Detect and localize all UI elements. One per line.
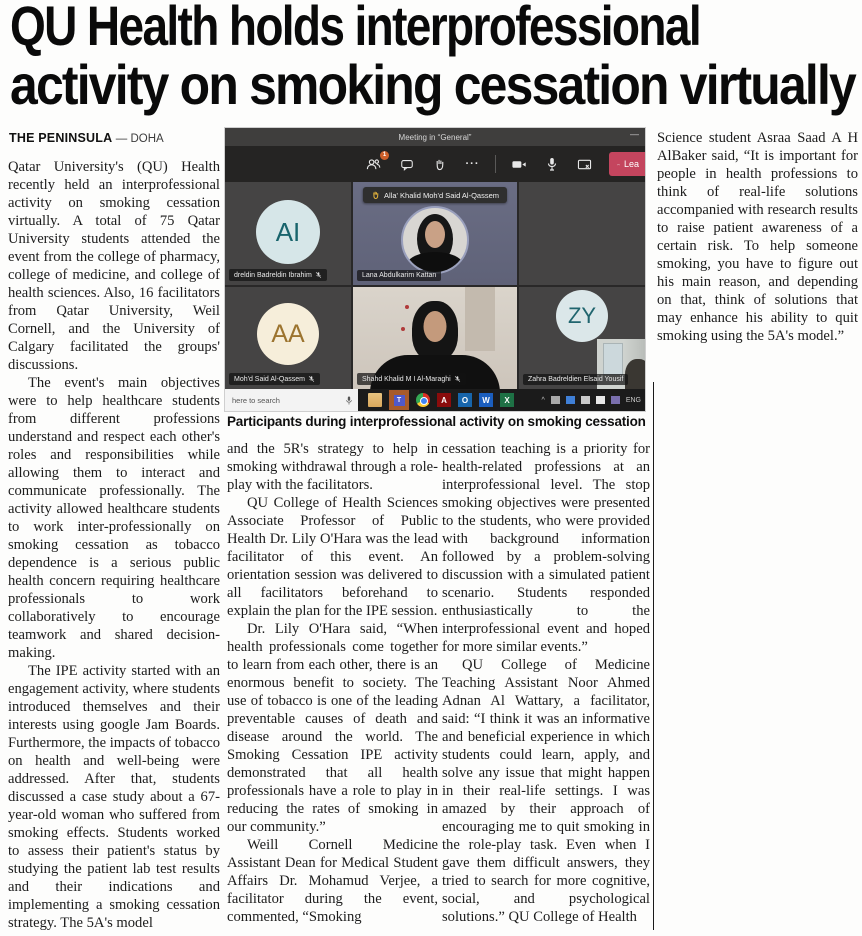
- paragraph: Qatar University's (QU) Health recently held an interprofessional activity on smoking cessation virtually. A total of 75 Qatar University students attended the event from the college of pharmacy, college of medicine, and college of health sciences. Also, 16 facilitators from Qatar University, Weil Cornell, and the University of Calgary facilitated the groups' discussions.: [8, 159, 220, 373]
- language-indicator[interactable]: ENG: [625, 396, 641, 404]
- printer-icon[interactable]: [551, 396, 560, 404]
- file-explorer-icon[interactable]: [368, 393, 382, 407]
- byline: [9, 131, 164, 145]
- headline-line-1: QU Health holds interprofessional: [10, 0, 700, 57]
- outlook-icon[interactable]: O: [458, 393, 472, 407]
- more-options-button[interactable]: [460, 152, 485, 177]
- article-column-third: [442, 440, 650, 936]
- acrobat-icon[interactable]: A: [437, 393, 451, 407]
- column-divider-rule: [653, 382, 654, 930]
- excel-icon[interactable]: X: [500, 393, 514, 407]
- face-shape: [425, 221, 445, 248]
- avatar-initials: AI: [256, 200, 320, 264]
- paragraph: QU College of Health Sciences Associate Professor of Public Health Dr. Lily O'Hara was the lead facilitator of this event. An orientation session was delivered to all facilitators beforehand to explain the plan for the IPE session.: [227, 495, 438, 619]
- windows-taskbar: [225, 389, 645, 411]
- paragraph: The IPE activity started with an engagement activity, where students introduced themselves and their interests using google Jam Boards. Furthermore, the impacts of tobacco on health and well-being were addressed. After that, students discussed a case study about a 67-year-old woman who suffered from smoking effects. Students worked to assess their patient's status by studying the patient lab test results and their indications and implementing a smoking cessation strategy. The 5A's model: [8, 663, 220, 931]
- teams-titlebar: [225, 128, 645, 146]
- teams-app-icon[interactable]: [389, 390, 409, 410]
- paragraph: and the 5R's strategy to help in smoking withdrawal through a role-play with the facilitators.: [227, 441, 438, 493]
- meeting-title: Meeting in “General”: [398, 132, 472, 142]
- raise-hand-icon: [433, 158, 446, 171]
- avatar-initials: AA: [257, 303, 319, 365]
- muted-mic-icon: [308, 375, 315, 383]
- participant-name-label: [229, 373, 320, 385]
- camera-button[interactable]: [506, 152, 531, 177]
- participant-tile-ibrahim: [225, 182, 351, 285]
- muted-mic-icon: [454, 375, 461, 383]
- participant-name-label: [357, 270, 441, 281]
- chrome-icon[interactable]: [416, 393, 430, 407]
- participant-name: Lana Abdulkarim Kattan: [362, 272, 437, 279]
- participants-icon: [366, 157, 381, 171]
- participant-tile-zahra: [519, 287, 645, 389]
- participant-name-label: [523, 374, 628, 385]
- ellipsis-icon: ···: [465, 158, 480, 170]
- toolbar-divider: [495, 155, 496, 173]
- article-column-right: [657, 129, 858, 385]
- participant-name: Zahra Badreldien Elsaid Yousif: [528, 376, 624, 383]
- teams-meeting-screenshot: [225, 128, 645, 411]
- onedrive-icon[interactable]: [596, 396, 605, 404]
- mic-icon: [546, 157, 558, 171]
- muted-mic-icon: [315, 271, 322, 279]
- wall-decoration: [401, 327, 405, 331]
- antivirus-icon[interactable]: [611, 396, 620, 404]
- hang-up-icon: [617, 161, 620, 168]
- window-shape: [603, 343, 623, 375]
- teams-toolbar: [225, 146, 645, 182]
- byline-city: — DOHA: [115, 133, 164, 145]
- taskbar-icons: [368, 390, 514, 410]
- raised-hand-banner: [363, 187, 507, 203]
- search-mic-icon: [345, 395, 353, 406]
- participant-name: dreldin Badreldin Ibrahim: [234, 271, 312, 279]
- raised-hand-icon: [371, 190, 380, 200]
- word-icon[interactable]: W: [479, 393, 493, 407]
- search-text: here to search: [232, 395, 280, 405]
- tray-caret-icon[interactable]: ^: [541, 396, 545, 404]
- headline-line-2: activity on smoking cessation virtually: [10, 53, 855, 116]
- participant-tile-lana: [353, 182, 517, 285]
- leave-button[interactable]: [609, 152, 645, 176]
- share-screen-button[interactable]: [572, 152, 597, 177]
- taskbar-search-box[interactable]: [225, 389, 358, 411]
- mail-icon[interactable]: [581, 396, 590, 404]
- photo-caption: Participants during interprofessional activity on smoking cessation: [227, 414, 646, 429]
- participant-tile-alqassem: [225, 287, 351, 389]
- participant-tile-shahd-video: [353, 287, 517, 389]
- participants-button[interactable]: [361, 152, 386, 177]
- participant-name-label: [229, 269, 327, 281]
- raised-hand-name: Alla' Khalid Moh'd Said Al-Qassem: [383, 190, 500, 200]
- leave-label: Lea: [623, 159, 639, 169]
- article-headline: [10, 0, 862, 114]
- paragraph: cessation teaching is a priority for health-related professions at an interprofessional level. The stop smoking objectives were presented to the students, who were provided with background information followed by a problem-solving discussion with a simulated patient scenario. Students responded enthusiastically to the interprofessional event and hoped for more similar events.”: [442, 441, 650, 655]
- chat-button[interactable]: [394, 152, 419, 177]
- tray-app-icon[interactable]: [566, 396, 575, 404]
- face-shape: [424, 311, 447, 342]
- paragraph: Science student Asraa Saad A H AlBaker said, “It is important for people in health professions to think of real-life solutions accompanied with research results to raise patient awareness of a certain risk. To help someone smoking, you have to figure out his main reason, and depending on that, think of solutions that may enhance his ability to quit smoking using the 5A's model.”: [657, 130, 858, 344]
- minimize-icon[interactable]: —: [630, 129, 639, 139]
- participant-tile-empty: [519, 182, 645, 285]
- mic-button[interactable]: [539, 152, 564, 177]
- avatar-photo: [401, 206, 469, 274]
- person-shape: [625, 359, 645, 389]
- wall-decoration: [405, 305, 409, 309]
- video-grid: [225, 182, 645, 389]
- participant-name-label: [357, 373, 466, 385]
- chat-icon: [400, 158, 414, 171]
- share-screen-icon: [577, 158, 592, 171]
- raise-hand-button[interactable]: [427, 152, 452, 177]
- system-tray: [542, 396, 641, 404]
- camera-icon: [511, 158, 527, 171]
- article-column-middle: [227, 440, 438, 936]
- participants-badge: 1: [380, 151, 389, 160]
- teams-logo: T: [394, 395, 405, 406]
- paragraph: The event's main objectives were to help healthcare students from different professions understand and respect each other's roles and responsibilities while allowing them to interact and communicate professionally. The activity allowed healthcare students to work inter-professionally on smoking cessation as tobacco dependence is a serious public health concern requiring healthcare professionals to work collaboratively to encourage teamwork and shared decision-making.: [8, 375, 220, 661]
- paragraph: Weill Cornell Medicine Assistant Dean for Medical Student Affairs Dr. Mohamud Verjee, a facilitator during the event, commented, “Smoking: [227, 837, 438, 925]
- paragraph: Dr. Lily O'Hara said, “When health professionals come together to learn from each other, there is an enormous benefit to society. The use of tobacco is one of the leading preventable causes of death and disease around the world. The Smoking Cessation IPE activity demonstrated that all health professionals have a role to play in reducing the rates of smoking in our community.”: [227, 621, 438, 835]
- avatar-initials: ZY: [556, 290, 608, 342]
- participant-name: Shahd Khalid M I Al-Maraghi: [362, 375, 451, 383]
- article-column-left: [8, 158, 220, 936]
- door-frame: [465, 287, 495, 351]
- participant-name: Moh'd Said Al-Qassem: [234, 375, 305, 383]
- paragraph: QU College of Medicine Teaching Assistant Noor Ahmed Adnan Al Wattary, a facilitator, said: “I think it was an informative and beneficial experience in which students could learn, apply, and solve any issue that might happen in their real-life settings. I was amazed by their approach of encouraging me to quit smoking in the role-play task. Even when I gave them difficult answers, they tried to search for more cognitive, social, and psychological solutions.” QU College of Health: [442, 657, 650, 925]
- byline-source: THE PENINSULA: [9, 131, 113, 145]
